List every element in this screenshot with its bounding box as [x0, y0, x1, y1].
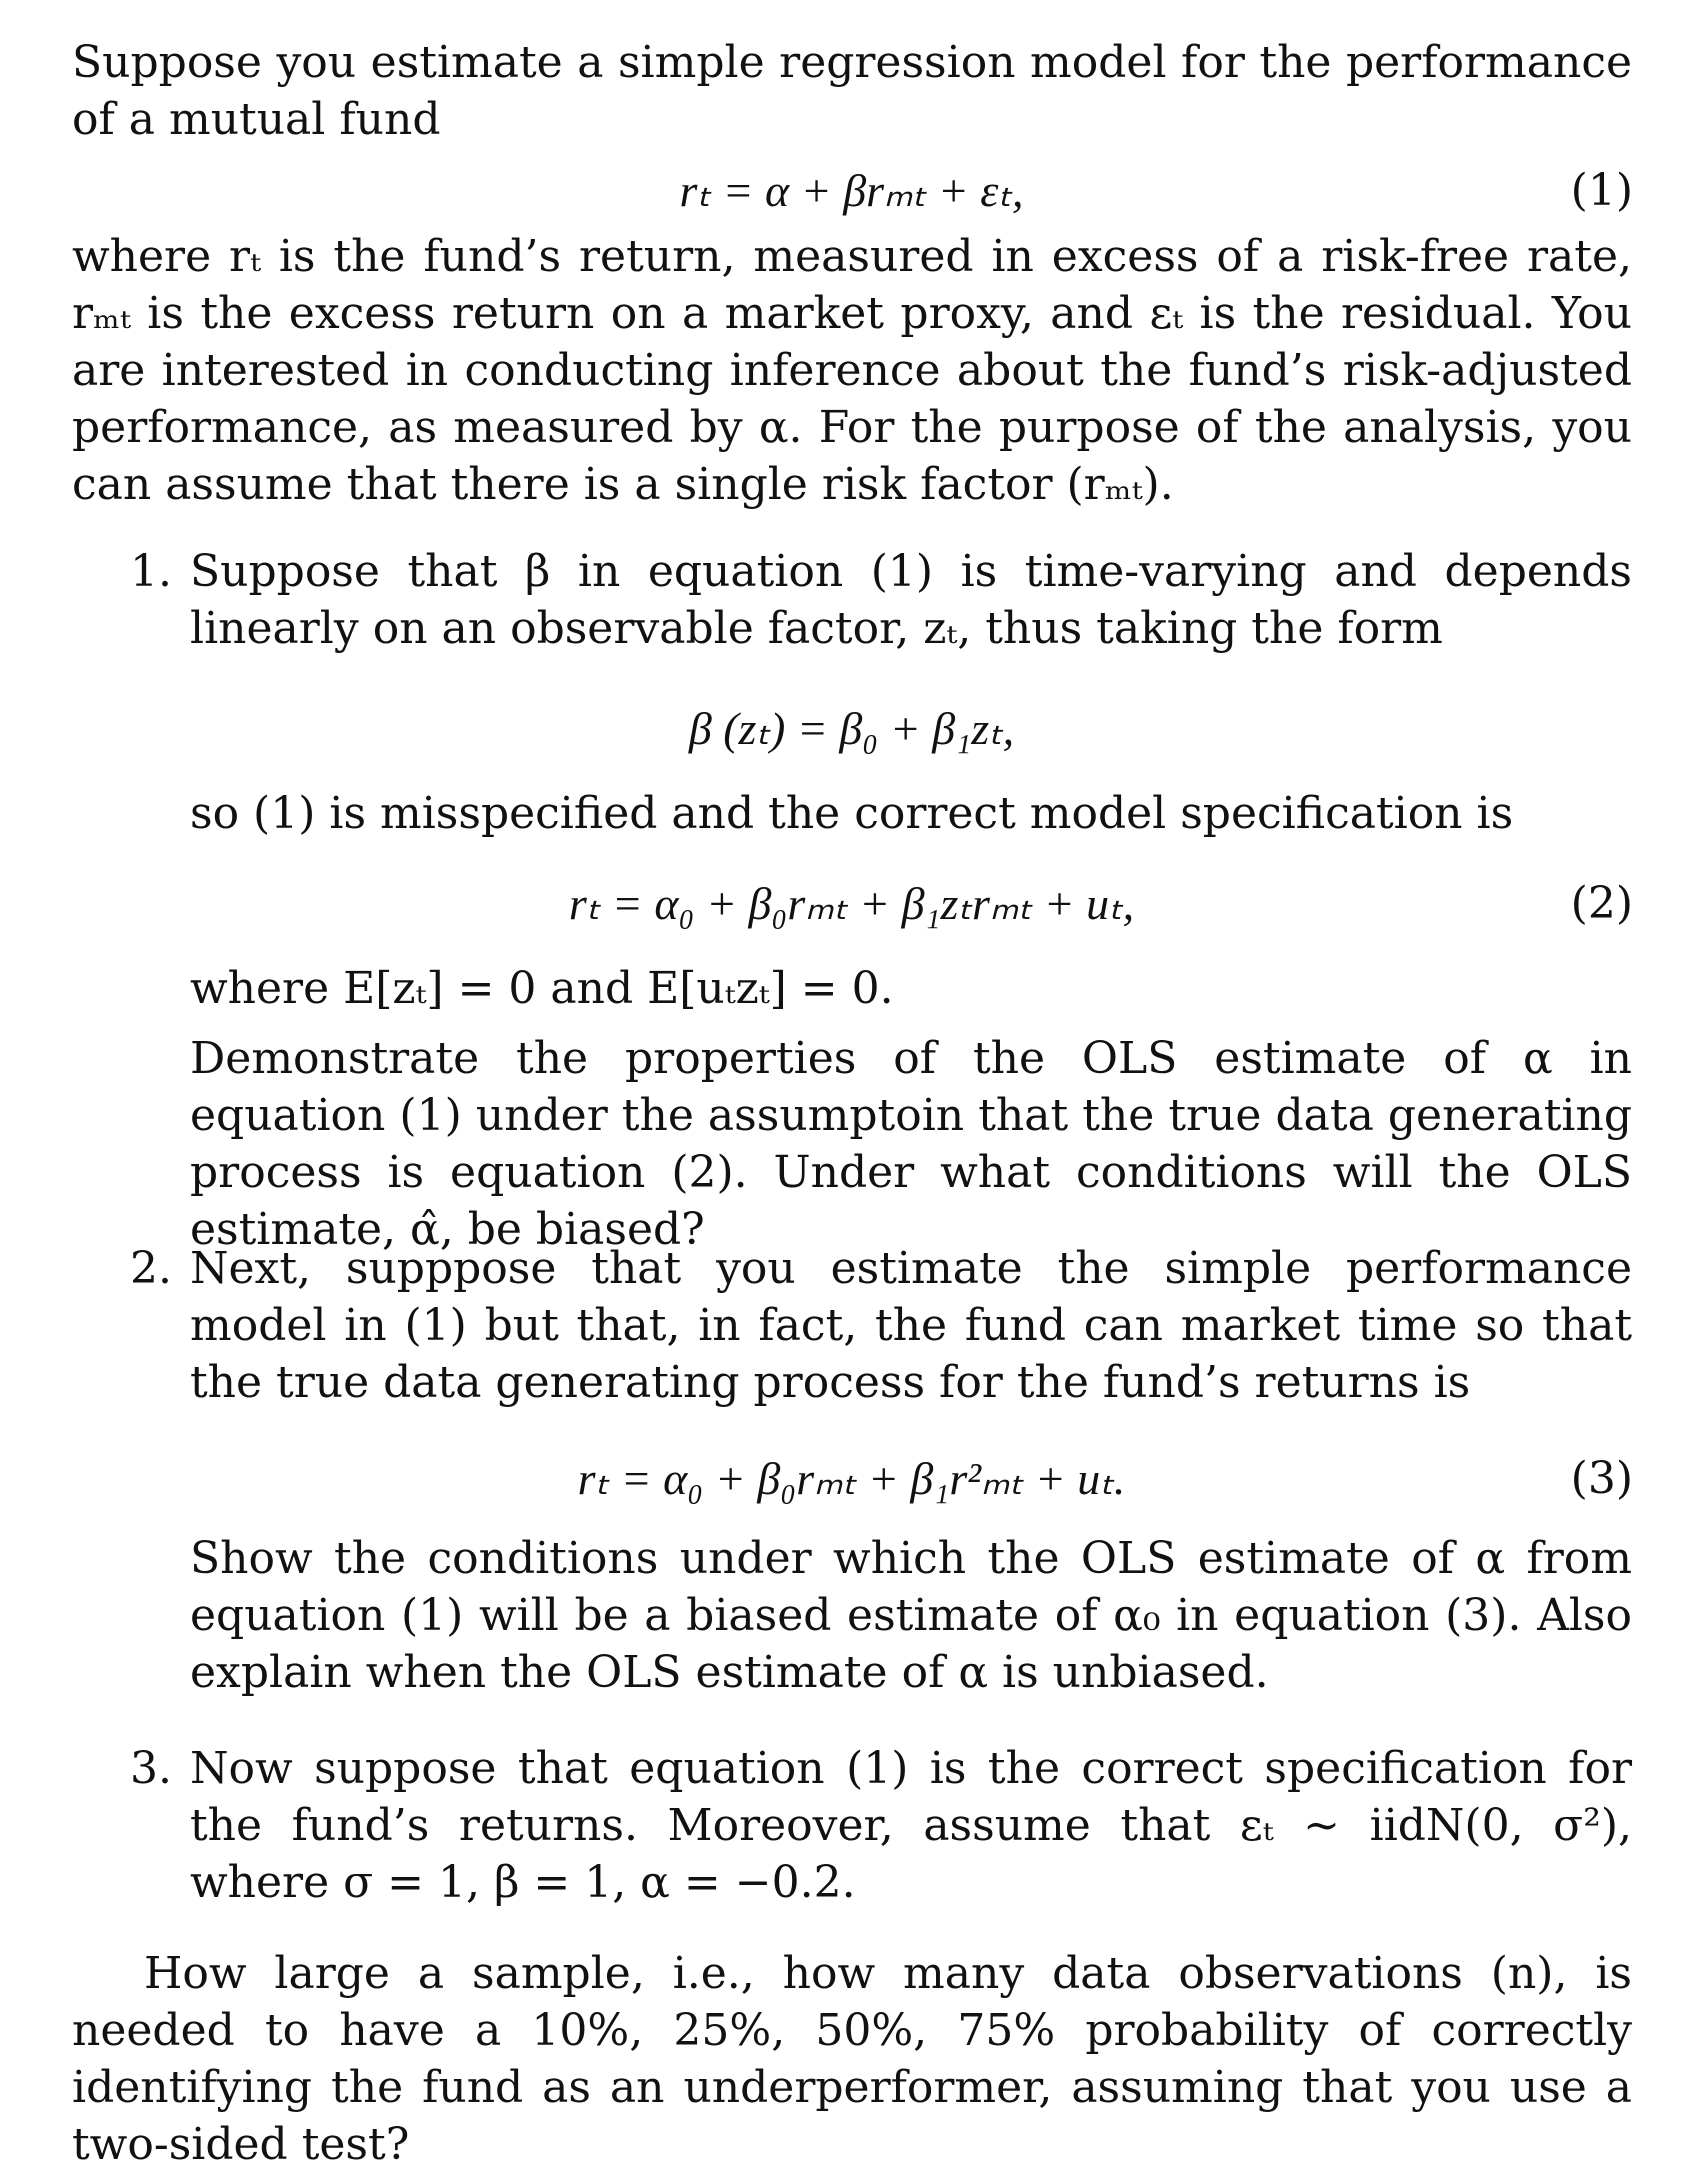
question-1-text-4: Demonstrate the properties of the OLS estimate of α in equation (1) under the assumptoin that the true data generating process is equation (2). Under what conditions will the OLS estimate, α̂, be biased?: [190, 1033, 1632, 1255]
equation-2-label: (2): [1570, 878, 1633, 929]
equation-3: rₜ = α₀ + β₀rₘₜ + β₁r²ₘₜ + uₜ.: [577, 1453, 1126, 1504]
equation-2: rₜ = α₀ + β₀rₘₜ + β₁zₜrₘₜ + uₜ,: [568, 878, 1135, 929]
question-2-number: 2.: [130, 1243, 172, 1294]
question-1-text-3: where E[zₜ] = 0 and E[uₜzₜ] = 0.: [190, 963, 894, 1014]
equation-1-label: (1): [1570, 165, 1633, 216]
closing-paragraph: How large a sample, i.e., how many data observations (n), is needed to have a 10%, 25%, 50%, 75% probability of correctly identifying the fund as an underperformer, assuming that you use a two-sided test?: [72, 1948, 1632, 2170]
intro-definitions-paragraph: where rₜ is the fund’s return, measured in excess of a risk-free rate, rₘₜ is the excess return on a market proxy, and εₜ is the residual. You are interested in conducting inference about the fund’s risk-adjusted performance, as measured by α. For the purpose of the analysis, you can assume that there is a single risk factor (rₘₜ).: [72, 231, 1632, 510]
equation-beta: β (zₜ) = β₀ + β₁zₜ,: [688, 703, 1015, 754]
question-2-text-2: Show the conditions under which the OLS estimate of α from equation (1) will be a biased estimate of α₀ in equation (3). Also explain when the OLS estimate of α is unbiased.: [190, 1533, 1632, 1698]
equation-1: rₜ = α + βrₘₜ + εₜ,: [679, 165, 1024, 216]
question-1-text-2: so (1) is misspecified and the correct model specification is: [190, 788, 1514, 839]
question-2-text: Next, supppose that you estimate the simple performance model in (1) but that, in fact, the fund can market time so that the true data generating process for the fund’s returns is: [190, 1243, 1632, 1408]
question-1-text: Suppose that β in equation (1) is time-varying and depends linearly on an observable factor, zₜ, thus taking the form: [190, 546, 1632, 654]
question-3-number: 3.: [130, 1743, 172, 1794]
equation-3-label: (3): [1570, 1453, 1633, 1504]
question-1-number: 1.: [130, 546, 172, 597]
intro-paragraph: Suppose you estimate a simple regression model for the performance of a mutual fund: [72, 37, 1632, 145]
question-3-text: Now suppose that equation (1) is the correct specification for the fund’s returns. Moreover, assume that εₜ ~ iidN(0, σ²), where σ = 1, β = 1, α = −0.2.: [190, 1743, 1632, 1908]
